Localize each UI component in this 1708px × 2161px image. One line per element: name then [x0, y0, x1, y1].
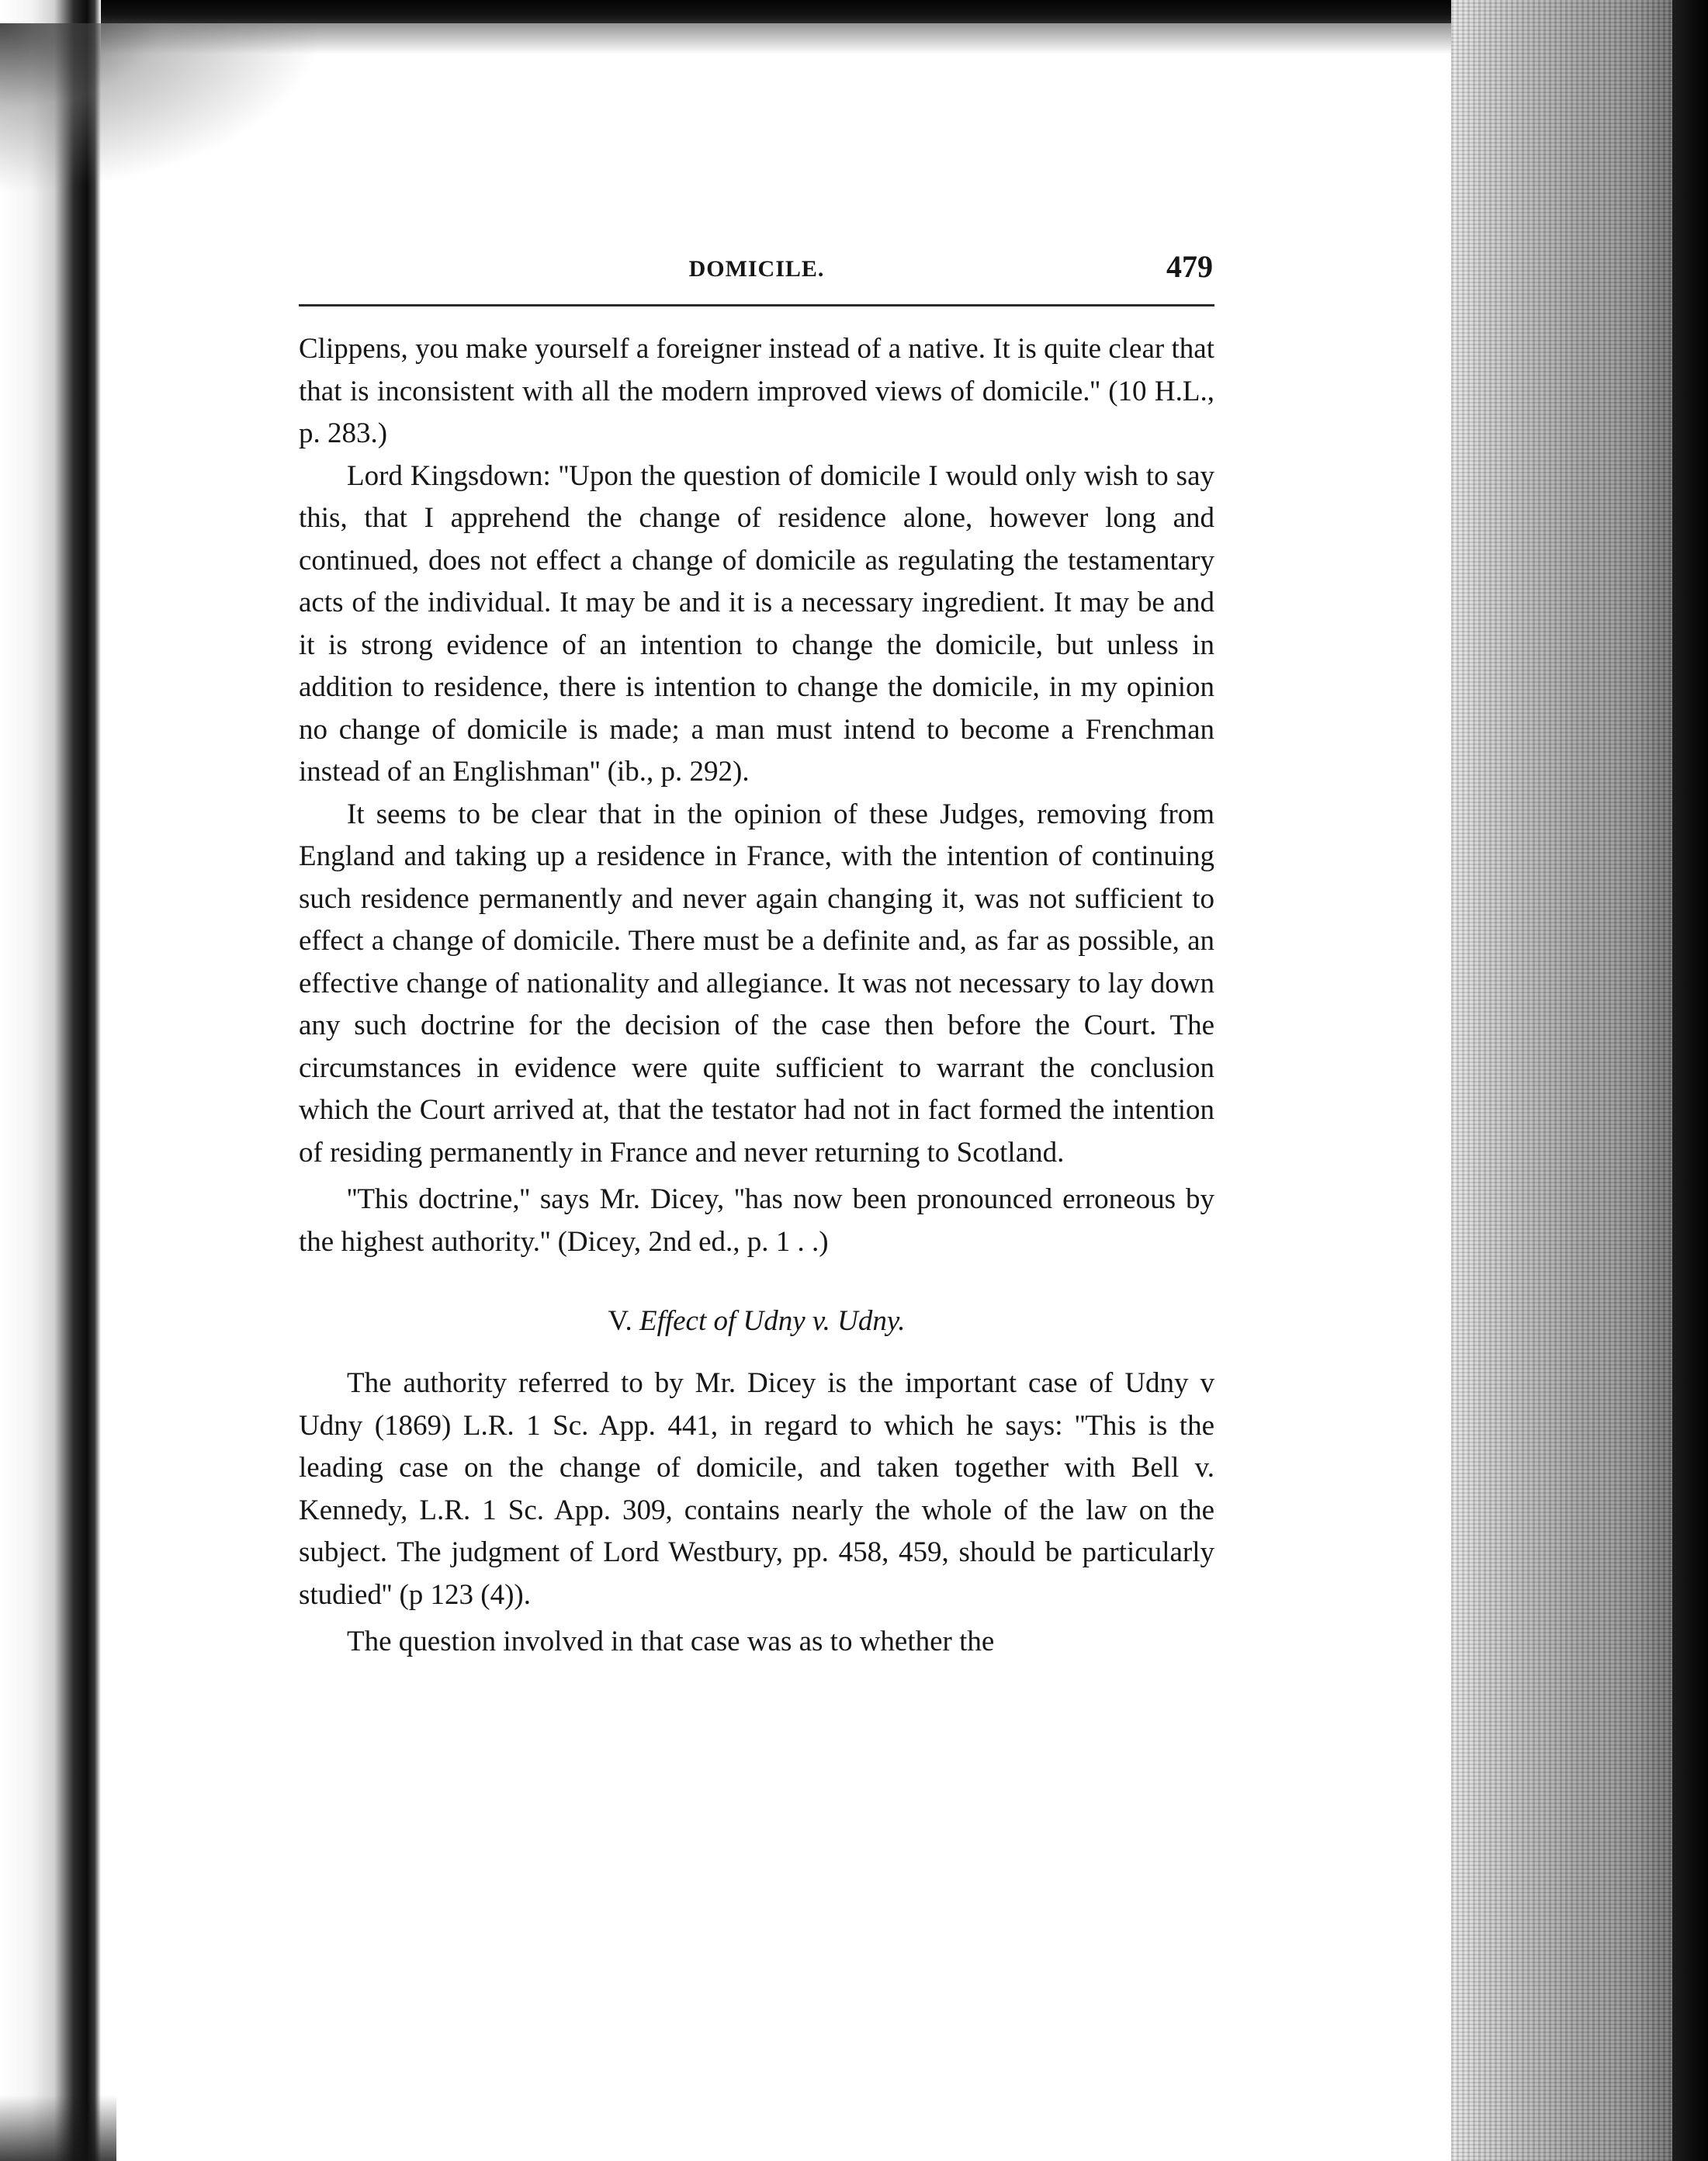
scan-border-right-black	[1672, 0, 1708, 2161]
paragraph-lord-kingsdown: Lord Kingsdown: ''Upon the question of domicile I would only wish to say this, that I apprehend the change of residence alone, however long and continued, does not effect a change of domicile as regulating the testamentary acts of the individual. It may be and it is a necessary ingredient. It may be and it is strong evidence of an intention to change the domicile, but unless in addition to residence, there is intention to change the domicile, in my opinion no change of domicile is made; a man must intend to become a Frenchman instead of an Englishman'' (ib., p. 292).	[299, 459, 1214, 788]
scan-border-left	[0, 0, 101, 2161]
header-rule	[299, 304, 1214, 306]
paragraph-udny-authority: The authority referred to by Mr. Dicey is the important case of Udny v Udny (1869) L.R. 1 Sc. App. 441, in regard to which he says: ''This is the leading case on the change of domicile, and taken together with Bell v. Kennedy, L.R. 1 Sc. App. 309, contains nearly the whole of the law on the subject. The judgment of Lord Westbury, pp. 458, 459, should be particularly studied'' (p 123 (4)).	[299, 1367, 1214, 1611]
scan-border-right-speckle	[1451, 0, 1672, 2161]
section-numeral: V.	[608, 1305, 632, 1337]
paragraph-opinion-of-judges: It seems to be clear that in the opinion of these Judges, removing from England and taking up a residence in France, with the intention of continuing such residence permanently and never again changing it, was not sufficient to effect a change of domicile. There must be a definite and, as far as possible, an effective change of nationality and allegiance. It was not necessary to lay down any such doctrine for the decision of the case then before the Court. The circumstances in evidence were quite sufficient to warrant the conclusion which the Court arrived at, that the testator had not in fact formed the intention of residing permanently in France and never returning to Scotland.	[299, 798, 1214, 1169]
running-head	[299, 248, 1214, 295]
section-heading	[299, 1300, 1214, 1342]
book-page	[299, 248, 1214, 1664]
scan-shadow-corner	[0, 23, 326, 194]
scan-shadow-bottom-left	[0, 2095, 116, 2161]
paragraph-clippens: Clippens, you make yourself a foreigner instead of a native. It is quite clear that that is inconsistent with all the modern improved views of domicile.'' (10 H.L., p. 283.)	[299, 333, 1214, 449]
paragraph-dicey-quote: ''This doctrine,'' says Mr. Dicey, ''has now been pronounced erroneous by the highest authority.'' (Dicey, 2nd ed., p. 1 . .)	[299, 1183, 1214, 1258]
page-number: 479	[1166, 249, 1213, 284]
section-title: Effect of Udny v. Udny.	[639, 1305, 906, 1337]
paragraph-question-involved: The question involved in that case was as to whether the	[347, 1626, 995, 1657]
running-title: DOMICILE.	[688, 256, 825, 282]
